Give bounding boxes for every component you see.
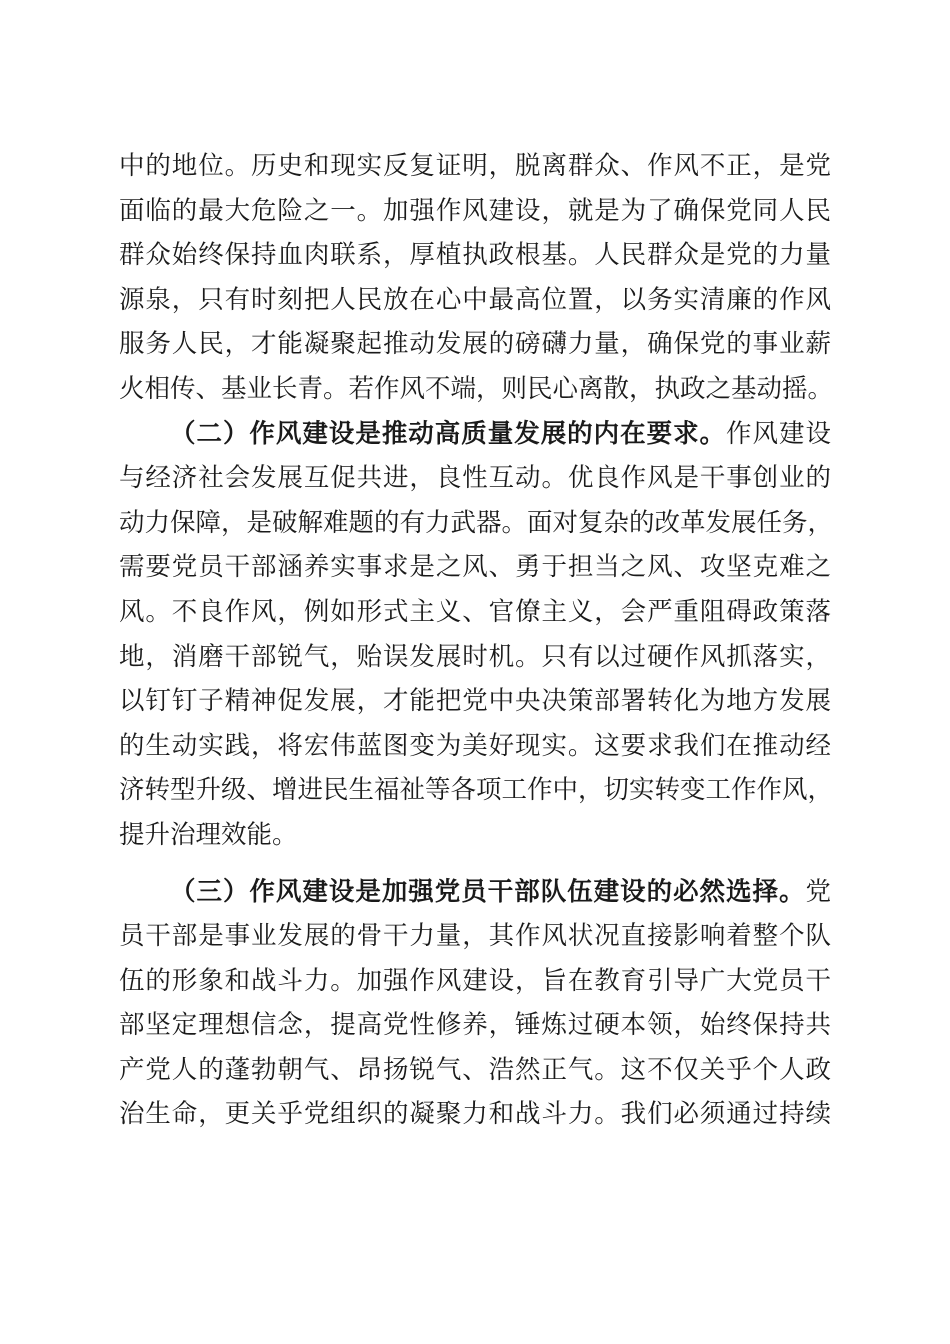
paragraph-1 — [119, 144, 834, 412]
paragraph-line: 以钉钉子精神促发展，才能把党中央决策部署转化为地方发展 — [119, 686, 831, 717]
paragraph-line: 服务人民，才能凝聚起推动发展的磅礴力量，确保党的事业薪 — [119, 329, 831, 360]
paragraph-line: 需要党员干部涵养实事求是之风、勇于担当之风、攻坚克难之 — [119, 552, 831, 583]
section-heading-2: （二）作风建设是推动高质量发展的内在要求。 — [170, 418, 727, 449]
paragraph-line: 与经济社会发展互促共进，良性互动。优良作风是干事创业的 — [119, 463, 831, 494]
paragraph-gap — [119, 858, 831, 870]
paragraph-line: 治生命，更关乎党组织的凝聚力和战斗力。我们必须通过持续 — [119, 1099, 831, 1130]
paragraph-line: 火相传、基业长青。若作风不端，则民心离散，执政之基动摇。 — [119, 373, 834, 404]
paragraph-line: 地，消磨干部锐气，贻误发展时机。只有以过硬作风抓落实， — [119, 641, 831, 672]
paragraph-line: 济转型升级、增进民生福祉等各项工作中，切实转变工作作风， — [119, 775, 834, 806]
paragraph-line: 动力保障，是破解难题的有力武器。面对复杂的改革发展任务， — [119, 507, 834, 538]
paragraph-first-line — [119, 870, 831, 915]
paragraph-text: 作风建设 — [726, 418, 831, 449]
paragraph-line: 部坚定理想信念，提高党性修养，锤炼过硬本领，始终保持共 — [119, 1010, 831, 1041]
paragraph-first-line — [119, 412, 831, 457]
paragraph-line: 伍的形象和战斗力。加强作风建设，旨在教育引导广大党员干 — [119, 965, 831, 996]
paragraph-line: 的生动实践，将宏伟蓝图变为美好现实。这要求我们在推动经 — [119, 730, 831, 761]
paragraph-2 — [119, 412, 834, 858]
paragraph-line: 面临的最大危险之一。加强作风建设，就是为了确保党同人民 — [119, 195, 831, 226]
paragraph-line: 提升治理效能。 — [119, 819, 298, 850]
paragraph-line: 员干部是事业发展的骨干力量，其作风状况直接影响着整个队 — [119, 921, 831, 952]
paragraph-3 — [119, 870, 831, 1138]
paragraph-line: 源泉，只有时刻把人民放在心中最高位置，以务实清廉的作风 — [119, 284, 831, 315]
paragraph-line: 群众始终保持血肉联系，厚植执政根基。人民群众是党的力量 — [119, 240, 831, 271]
paragraph-text: 党 — [805, 876, 831, 907]
paragraph-line: 产党人的蓬勃朝气、昂扬锐气、浩然正气。这不仅关乎个人政 — [119, 1054, 831, 1085]
paragraph-line: 风。不良作风，例如形式主义、官僚主义，会严重阻碍政策落 — [119, 596, 831, 627]
section-heading-3: （三）作风建设是加强党员干部队伍建设的必然选择。 — [170, 876, 806, 907]
document-body — [119, 144, 834, 1137]
paragraph-line: 中的地位。历史和现实反复证明，脱离群众、作风不正，是党 — [119, 151, 831, 181]
